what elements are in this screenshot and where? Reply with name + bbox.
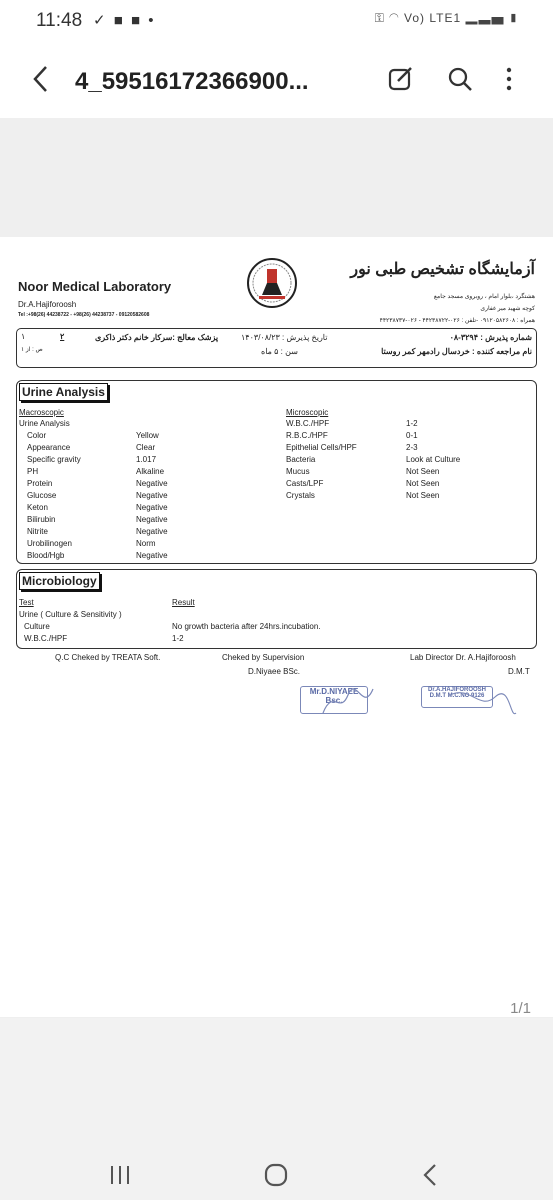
micro-row-label: Mucus [286, 467, 310, 476]
macro-row-value: Negative [136, 527, 168, 536]
patient-name: نام مراجعه کننده : خردسال رادمهر کمر روستا [381, 347, 532, 356]
macro-row-label: Keton [27, 503, 48, 512]
director-title: D.M.T [508, 667, 530, 676]
signal-icon: ▂▃▅ [465, 11, 505, 25]
recent-apps-icon[interactable] [100, 1158, 140, 1192]
macro-row-value: 1.017 [136, 455, 157, 464]
macro-row-label: Protein [27, 479, 53, 488]
director-signature-icon [440, 683, 520, 723]
micro-row-label: Bacteria [286, 455, 316, 464]
document-page[interactable] [0, 237, 553, 1017]
lab-logo-icon [246, 257, 298, 309]
micro-row-value: 1-2 [406, 419, 418, 428]
battery-icon: ▮ [508, 11, 519, 25]
microscopic-header: Microscopic [286, 408, 329, 417]
network-label: Vo) LTE1 [404, 11, 462, 25]
lab-director: Lab Director Dr. A.Hajiforoosh [410, 653, 516, 662]
lab-address-line2: کوچه شهید میر غفاری [480, 306, 535, 312]
app-bar [0, 44, 553, 118]
micro-row-value: Not Seen [406, 467, 440, 476]
status-bar [0, 0, 553, 44]
supervision-check: Cheked by Supervision [222, 653, 305, 662]
home-icon[interactable] [256, 1158, 296, 1192]
lab-telephone: Tel :+98(26) 44238722 - +98(26) 44238737 - 09120582608 [18, 312, 150, 318]
status-right [375, 11, 519, 26]
notification-icons: ✓ ■ ■ • [93, 12, 156, 29]
patient-age: سن : ۵ ماه [261, 347, 298, 356]
macroscopic-header: Macroscopic [19, 408, 64, 417]
page-number-one: ۱ [21, 332, 26, 341]
director-stamp-code: D.M.T M.C.NO 9126 [429, 693, 485, 699]
patient-info-box [16, 328, 537, 368]
macro-row-label: Blood/Hgb [27, 551, 65, 560]
lab-name-fa: آزمایشگاه تشخیص طبی نور [350, 261, 535, 278]
lab-address-line1: هشتگرد ،بلوار امام ، روبروی مسجد جامع [433, 294, 535, 300]
macro-row-value: Alkaline [136, 467, 165, 476]
micro-row-value: 2-3 [406, 443, 418, 452]
page-fraction: ۲ [60, 332, 65, 341]
admission-number: شماره پذیرش : ۳۲۹۴-۰۸ [449, 333, 532, 342]
macro-row-label: Nitrite [27, 527, 48, 536]
urine-analysis-title: Urine Analysis [19, 383, 108, 401]
wifi-icon: ◠ [389, 11, 400, 25]
micro-row-label: Casts/LPF [286, 479, 324, 488]
supervisor-stamp-name: Mr.D.NIYAEE [309, 687, 359, 696]
macro-row-label: Appearance [27, 443, 71, 452]
microbiology-title: Microbiology [19, 572, 100, 590]
back-arrow-icon[interactable] [28, 62, 56, 96]
macro-row-value: Negative [136, 479, 168, 488]
admission-date: تاریخ پذیرش : ۱۴۰۳/۰۸/۲۳ [241, 333, 328, 342]
result-column-header: Result [172, 598, 195, 607]
lab-doctor: Dr.A.Hajiforoosh [18, 300, 77, 309]
macro-row-label: Bilirubin [27, 515, 56, 524]
edit-icon[interactable] [386, 64, 416, 94]
macro-row-label: Specific gravity [27, 455, 81, 464]
director-stamp-name: Dr.A.HAJIFOROOSH [427, 687, 486, 693]
micro-row-label: R.B.C./HPF [286, 431, 328, 440]
supervisor-signature-icon [318, 683, 378, 719]
culture-value: No growth bacteria after 24hrs.incubation. [172, 622, 321, 631]
wbc-value: 1-2 [172, 634, 184, 643]
micro-row-value: 0-1 [406, 431, 418, 440]
key-icon: ⚿ [374, 11, 385, 25]
macro-row-value: Negative [136, 491, 168, 500]
referrer-doctor: پزشک معالج :سرکار خانم دکتر ذاکری [95, 333, 219, 342]
macro-row-label: PH [27, 467, 39, 476]
more-options-icon[interactable] [494, 64, 524, 94]
macro-row-value: Negative [136, 503, 168, 512]
macro-row-label: Color [27, 431, 47, 440]
navigation-bar [0, 1018, 553, 1200]
macro-row-value: Clear [136, 443, 156, 452]
page-label: ص : از ۱ [21, 347, 43, 353]
macro-row-label: Urobilinogen [27, 539, 72, 548]
macro-row-label: Glucose [27, 491, 57, 500]
micro-row-value: Look at Culture [406, 455, 461, 464]
micro-row-value: Not Seen [406, 479, 440, 488]
supervisor-name: D.Niyaee BSc. [248, 667, 301, 676]
document-title: 4_59516172366900... [75, 68, 309, 95]
micro-row-value: Not Seen [406, 491, 440, 500]
test-column-header: Test [19, 598, 34, 607]
page-indicator: 1/1 [510, 1000, 531, 1017]
macro-row-value: Norm [136, 539, 156, 548]
qc-check: Q.C Cheked by TREATA Soft. [55, 653, 161, 662]
micro-row-label: W.B.C./HPF [286, 419, 330, 428]
supervisor-stamp-degree: Bsc. [325, 696, 343, 705]
macro-row-value: Yellow [136, 431, 159, 440]
culture-test-line: Urine ( Culture & Sensitivity ) [19, 610, 122, 619]
macro-row-value: Negative [136, 515, 168, 524]
search-icon[interactable] [445, 64, 475, 94]
micro-row-label: Epithelial Cells/HPF [286, 443, 357, 452]
lab-address-line3: همراه : ۰۹۱۲۰۵۸۲۶۰۸ -تلفن : ۰۲۶-۴۴۲۳۸۷۲۲ - ۰۲۶-۴۴۲۳۸۷۳۷ [379, 318, 535, 324]
status-time: 11:48 [36, 10, 83, 31]
micro-row-label: Crystals [286, 491, 315, 500]
wbc-label: W.B.C./HPF [24, 634, 68, 643]
macro-row-value: Negative [136, 551, 168, 560]
lab-name-en: Noor Medical Laboratory [18, 279, 172, 294]
culture-label: Culture [24, 622, 50, 631]
macroscopic-subheader: Urine Analysis [19, 419, 70, 428]
urine-analysis-section [16, 380, 537, 564]
back-icon[interactable] [411, 1158, 451, 1192]
